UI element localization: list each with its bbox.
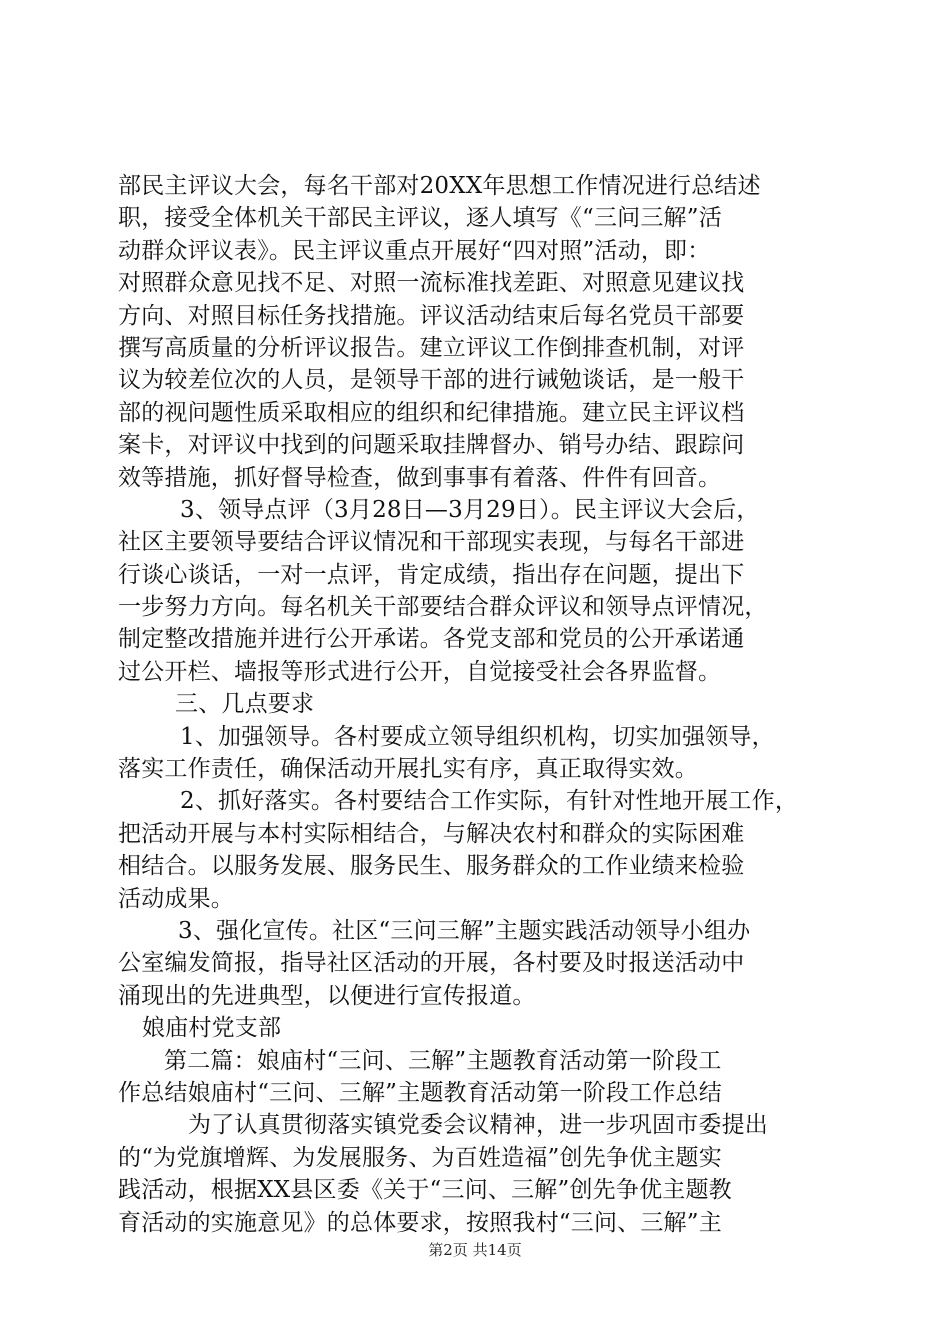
text-line: 涌现出的先进典型，以便进行宣传报道。 [118,982,536,1009]
paragraph-start-line: 3、领导点评（3月28日—3月29日）。民主评议大会后， [180,496,760,523]
text-line: 社区主要领导要结合评议情况和干部现实表现，与每名干部进 [118,529,745,556]
text-line: 行谈心谈话，一对一点评，肯定成绩，指出存在问题，提出下 [118,561,745,588]
text-line: 相结合。以服务发展、服务民生、服务群众的工作业绩来检验 [118,853,745,880]
text-line: 方向、对照目标任务找措施。评议活动结束后每名党员干部要 [118,302,745,329]
text-line: 践活动，根据XX县区委《关于“三问、三解”创先争优主题教 [118,1177,732,1204]
text-line: 动群众评议表》。民主评议重点开展好“四对照”活动，即： [118,237,711,264]
text-line: 效等措施，抓好督导检查，做到事事有着落、件件有回音。 [118,464,722,491]
text-line: 制定整改措施并进行公开承诺。各党支部和党员的公开承诺通 [118,626,745,653]
text-line: 撰写高质量的分析评议报告。建立评议工作倒排查机制，对评 [118,334,745,361]
section-title-line: 第二篇：娘庙村“三问、三解”主题教育活动第一阶段工 [164,1047,722,1074]
document-body [118,170,838,1239]
text-line: 育活动的实施意见》的总体要求，按照我村“三问、三解”主 [118,1209,722,1236]
text-line: 部的视问题性质采取相应的组织和纪律措施。建立民主评议档 [118,399,745,426]
text-line: 一步努力方向。每名机关干部要结合群众评议和领导点评情况， [118,594,768,621]
text-line: 对照群众意见找不足、对照一流标准找差距、对照意见建议找 [118,270,745,297]
text-line: 案卡，对评议中找到的问题采取挂牌督办、销号办结、跟踪问 [118,432,745,459]
text-line: 部民主评议大会，每名干部对20XX年思想工作情况进行总结述 [118,173,761,199]
text-line: 把活动开展与本村实际相结合，与解决农村和群众的实际困难 [118,820,745,847]
page-number: 第2页 共14页 [428,1241,522,1259]
text-line: 议为较差位次的人员，是领导干部的进行诫勉谈话，是一般干 [118,367,745,394]
paragraph-start-line: 3、强化宣传。社区“三问三解”主题实践活动领导小组办 [178,917,751,944]
signature-line: 娘庙村党支部 [142,1015,282,1042]
text-line: 活动成果。 [118,885,234,912]
section-heading: 三、几点要求 [175,691,315,718]
paragraph-start-line: 1、加强领导。各村要成立领导组织机构，切实加强领导， [180,723,775,750]
paragraph-start-line: 2、抓好落实。各村要结合工作实际，有针对性地开展工作， [180,788,799,815]
text-line: 过公开栏、墙报等形式进行公开，自觉接受社会各界监督。 [118,658,722,685]
text-line: 公室编发简报，指导社区活动的开展，各村要及时报送活动中 [118,950,745,977]
text-line: 职，接受全体机关干部民主评议，逐人填写《“三问三解”活 [118,205,722,232]
text-line: 落实工作责任，确保活动开展扎实有序，真正取得实效。 [118,756,698,783]
text-line: 作总结娘庙村“三问、三解”主题教育活动第一阶段工作总结 [118,1079,722,1106]
paragraph-start-line: 为了认真贯彻落实镇党委会议精神，进一步巩固市委提出 [188,1112,768,1139]
text-line: 的“为党旗增辉、为发展服务、为百姓造福”创先争优主题实 [118,1144,722,1171]
